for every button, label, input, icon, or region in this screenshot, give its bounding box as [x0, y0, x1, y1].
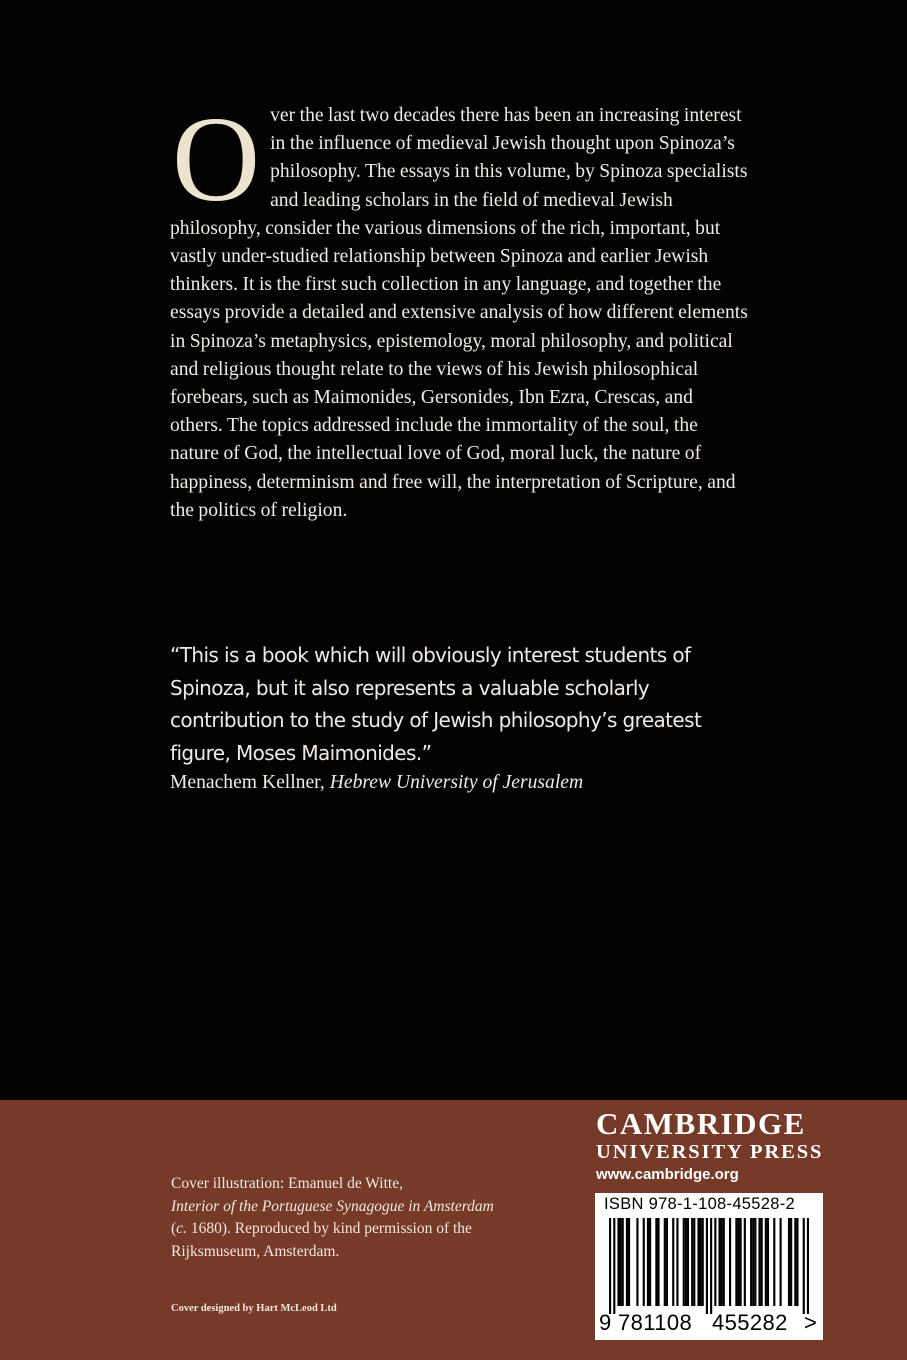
- barcode-bar: [702, 1218, 704, 1306]
- barcode-bar: [765, 1218, 767, 1306]
- barcode-bar: [723, 1218, 725, 1306]
- barcode-bar: [622, 1218, 624, 1306]
- publisher-name: CAMBRIDGE: [596, 1106, 806, 1141]
- barcode-bar: [796, 1218, 798, 1306]
- barcode-bar: [752, 1218, 754, 1306]
- barcode-bar: [620, 1218, 622, 1306]
- barcode-bar: [700, 1218, 702, 1306]
- barcode-bar: [647, 1218, 649, 1306]
- barcode-bar: [643, 1218, 645, 1306]
- barcode-bar: [714, 1218, 716, 1306]
- barcode-bar: [729, 1218, 731, 1306]
- cover-credit: [171, 1173, 551, 1263]
- barcode-bar: [737, 1218, 739, 1306]
- barcode-bar: [676, 1218, 678, 1306]
- barcode-bar: [636, 1218, 638, 1306]
- review-attribution: [170, 769, 583, 797]
- credit-rest: 1680). Reproduced by kind permission of the Rijksmuseum, Amsterdam.: [171, 1220, 472, 1260]
- barcode-bar: [613, 1218, 615, 1314]
- barcode-bar: [788, 1218, 790, 1306]
- barcode-bar: [628, 1218, 630, 1306]
- barcode-bar: [664, 1218, 666, 1306]
- barcode-bar: [683, 1218, 685, 1306]
- barcode-bar: [666, 1218, 668, 1306]
- barcode-bar: [609, 1218, 611, 1314]
- barcode-bar: [710, 1218, 712, 1314]
- barcode-bar: [750, 1218, 752, 1306]
- reviewer-name: Menachem Kellner,: [170, 772, 325, 793]
- barcode-bar: [626, 1218, 628, 1306]
- barcode-lead-digit: 9: [599, 1310, 612, 1335]
- barcode-bar: [767, 1218, 769, 1306]
- barcode-bar: [718, 1218, 720, 1306]
- barcode-bar: [685, 1218, 687, 1306]
- barcode-group-1: 781108: [618, 1310, 693, 1335]
- barcode-bar: [721, 1218, 723, 1306]
- barcode-bar: [687, 1218, 689, 1306]
- barcode-bar: [761, 1218, 763, 1306]
- barcode-bar: [803, 1218, 805, 1314]
- credit-line1: Cover illustration: Emanuel de Witte,: [171, 1175, 403, 1192]
- barcode-bar: [657, 1218, 659, 1306]
- drop-cap: O: [172, 92, 261, 227]
- barcode-bar: [754, 1218, 756, 1306]
- reviewer-affiliation: Hebrew University of Jerusalem: [329, 772, 584, 793]
- barcode-bar: [744, 1218, 746, 1306]
- barcode-bar: [655, 1218, 657, 1306]
- barcode-bar: [617, 1218, 619, 1306]
- publisher-subname: UNIVERSITY PRESS: [596, 1141, 824, 1163]
- credit-title: Interior of the Portuguese Synagogue in Amsterdam: [171, 1197, 494, 1215]
- barcode-bar: [807, 1218, 809, 1314]
- credit-paren: (: [171, 1220, 177, 1237]
- barcode-bar: [758, 1218, 760, 1306]
- barcode-bar: [649, 1218, 651, 1306]
- barcode-bar: [794, 1218, 796, 1306]
- barcode-arrow: >: [804, 1310, 818, 1335]
- barcode-bar: [691, 1218, 693, 1306]
- barcode-bar: [693, 1218, 695, 1306]
- barcode-bar: [735, 1218, 737, 1306]
- isbn-barcode: [595, 1193, 823, 1340]
- blurb-text: ver the last two decades there has been an increasing interest in the influence of medieval Jewish thought upon Spinoza’s philosophy. The essays in this volume, by Spinoza specialists and leading scholars in the field of medieval Jewish philosophy, consider the various dimensions of the rich, important, but vastly under-studied relationship between Spinoza and earlier Jewish thinkers. It is the first such collection in any language, and together the essays provide a detailed and extensive analysis of how different elements in Spinoza’s metaphysics, epistemology, moral philosophy, and political and religious thought relate to the views of his Jewish philosophical forebears, such as Maimonides, Gersonides, Ibn Ezra, Crescas, and others. The topics addressed include the immortality of the soul, the nature of God, the intellectual love of God, moral luck, the nature of happiness, determinism and free will, the interpretation of Scripture, and the politics of religion.: [170, 105, 748, 521]
- publisher-url: www.cambridge.org: [596, 1166, 739, 1183]
- credit-circa: c.: [176, 1220, 187, 1237]
- barcode-bar: [740, 1218, 742, 1306]
- barcode-bar: [780, 1218, 782, 1306]
- isbn-label: ISBN 978-1-108-45528-2: [604, 1195, 795, 1213]
- barcode-bar: [697, 1218, 699, 1306]
- review-quote: “This is a book which will obviously interest students of Spinoza, but it also represents a valuable scholarly contribution to the study of Jewish philosophy’s greatest figure, Moses Maimonides.”: [170, 643, 702, 765]
- cover-designer: Cover designed by Hart McLeod Ltd: [171, 1303, 337, 1314]
- publisher-logo: [596, 1107, 826, 1183]
- barcode-bar: [672, 1218, 674, 1306]
- barcode-bars: [609, 1218, 809, 1314]
- barcode-bar: [790, 1218, 792, 1306]
- barcode-group-2: 455282: [712, 1310, 788, 1335]
- description-blurb: [170, 92, 750, 525]
- barcode-bar: [706, 1218, 708, 1314]
- barcode-bar: [773, 1218, 775, 1306]
